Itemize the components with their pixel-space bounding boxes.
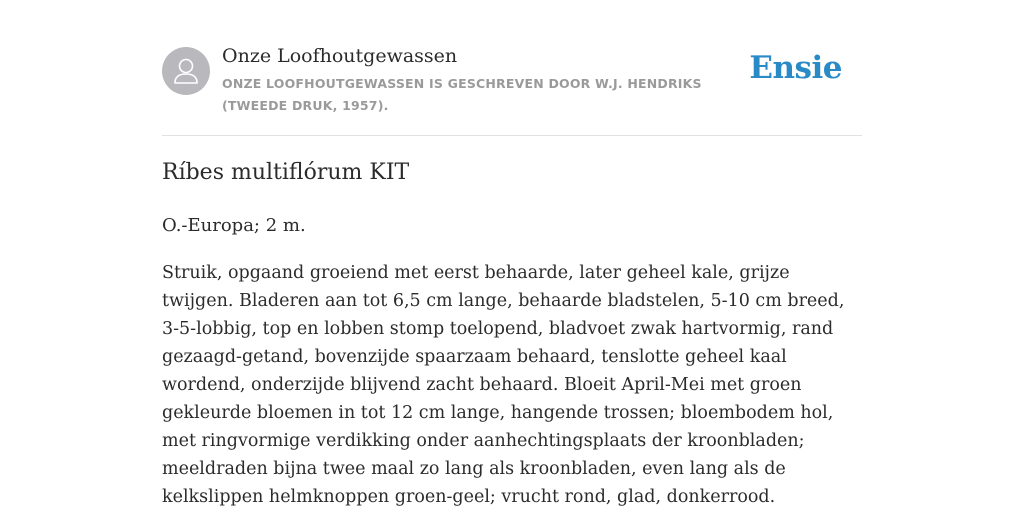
user-icon [162, 47, 210, 95]
source-title[interactable]: Onze Loofhoutgewassen [222, 45, 458, 67]
entry-title: Ríbes multiflórum KIT [162, 160, 410, 185]
ensie-logo[interactable]: Ensie [749, 50, 842, 86]
page [162, 0, 862, 507]
entry-paragraph-origin: O.-Europa; 2 m. [162, 215, 306, 236]
source-header [162, 0, 862, 136]
source-description: ONZE LOOFHOUTGEWASSEN IS GESCHREVEN DOOR W.J. HENDRIKS (TWEEDE DRUK, 1957). [222, 76, 702, 113]
entry-paragraph-description: Struik, opgaand groeiend met eerst behaarde, later geheel kale, grijze twijgen. Bladeren aan tot 6,5 cm lange, behaarde bladstelen, 5-10 cm breed, 3-5-lobbig, top en lobben stomp toelopend, bladvoet zwak hartvormig, rand gezaagd-getand, bovenzijde spaarzaam behaard, tenslotte geheel kaal wordend, onderzijde blijvend zacht behaard. Bloeit April-Mei met groen gekleurde bloemen in tot 12 cm lange, hangende trossen; bloembodem hol, met ringvormige verdikking onder aanhechtingsplaats der kroonbladen; meeldraden bijna twee maal zo lang als kroonbladen, even lang als de kelkslippen helmknoppen groen-geel; vrucht rond, glad, donkerrood. [162, 263, 845, 507]
avatar[interactable] [162, 47, 210, 95]
